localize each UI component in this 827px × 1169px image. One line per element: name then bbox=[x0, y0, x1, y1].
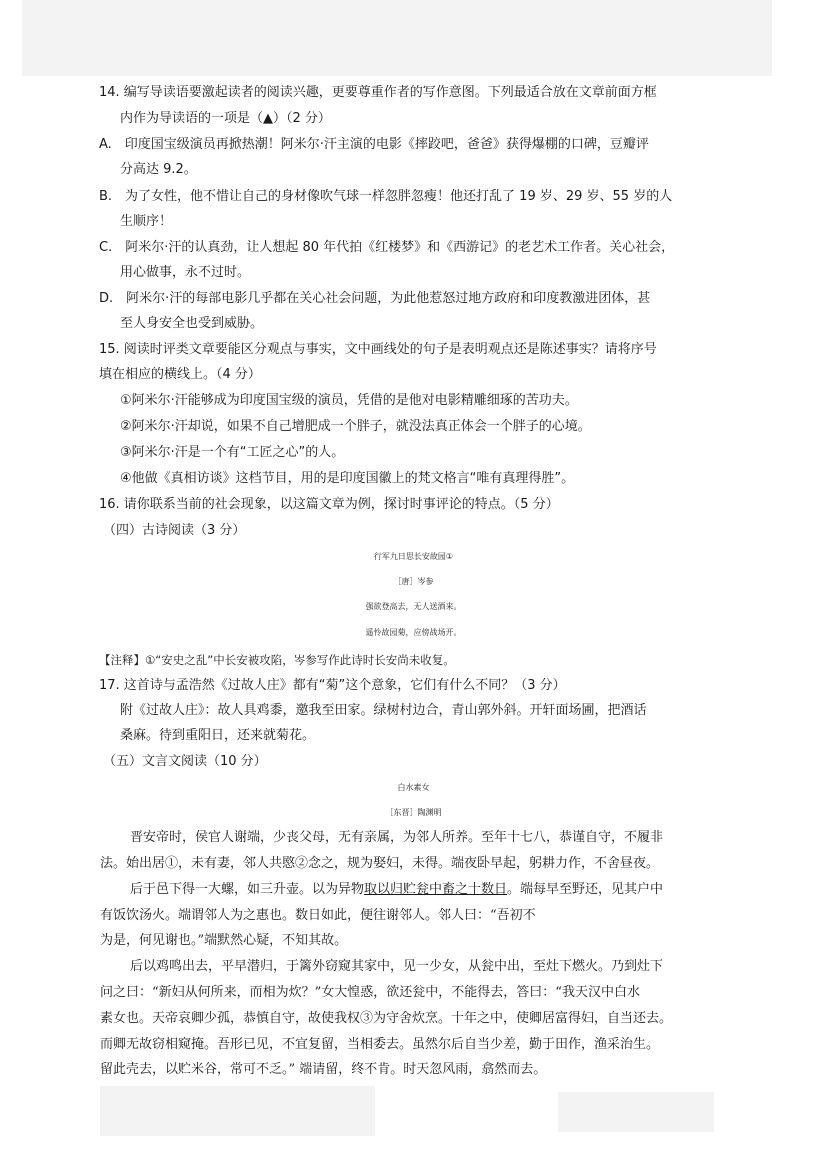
prose-p2-text-post: 。端每早至野还，见其户中 bbox=[507, 882, 664, 897]
q14-option-b: B. 为了女性，他不惜让自己的身材像吹气球一样忽胖忽瘦！他还打乱了 19 岁、29 岁、55 岁的人 bbox=[99, 189, 673, 204]
prose-p2-text-pre: 后于邑下得一大螺，如三升壶。以为异物 bbox=[130, 882, 365, 897]
poem-title: 行军九日思长安故园① bbox=[373, 552, 454, 561]
q16-stem: 16. 请你联系当前的社会现象，以这篇文章为例，探讨时事评论的特点。（5 分） bbox=[99, 497, 559, 512]
prose-p2-line3: 为是，何见谢也。”端默然心疑，不知其故。 bbox=[100, 933, 348, 948]
q14-option-b-cont: 生顺序！ bbox=[120, 214, 173, 229]
q17-stem: 17. 这首诗与孟浩然《过故人庄》都有“菊”这个意象，它们有什么不同？（3 分） bbox=[99, 678, 566, 693]
prose-title: 白水素女 bbox=[397, 783, 430, 792]
section-4-heading: （四）古诗阅读（3 分） bbox=[103, 523, 246, 538]
q17-appendix-line1: 附《过故人庄》：故人具鸡黍，邀我至田家。绿树村边合，青山郭外斜。开轩面场圃，把酒话 bbox=[120, 703, 647, 718]
poem-line-1: 强欲登高去，无人送酒来。 bbox=[365, 602, 462, 611]
poem-note: 【注释】①“安史之乱”中长安被攻陷，岑参写作此诗时长安尚未收复。 bbox=[99, 653, 455, 667]
prose-p2-line2: 有饭饮汤火。端谓邻人为之惠也。数日如此，便往谢邻人。邻人曰：“吾初不 bbox=[100, 908, 536, 923]
q14-option-c: C. 阿米尔·汗的认真劲，让人想起 80 年代拍《红楼梦》和《西游记》的老艺术工作者。关心社会， bbox=[99, 240, 675, 255]
q15-sentence-1: ①阿米尔·汗能够成为印度国宝级的演员，凭借的是他对电影精雕细琢的苦功夫。 bbox=[120, 393, 578, 408]
q14-option-a-cont: 分高达 9.2。 bbox=[120, 162, 197, 177]
header-mask bbox=[22, 0, 772, 76]
prose-p3-line5: 留此壳去，以贮米谷，常可不乏。” 端请留，终不肯。时天忽风雨，翕然而去。 bbox=[100, 1062, 547, 1077]
q14-option-c-cont: 用心做事，永不过时。 bbox=[120, 265, 251, 280]
section-5-heading: （五）文言文阅读（10 分） bbox=[103, 754, 267, 769]
q15-stem-line1: 15. 阅读时评类文章要能区分观点与事实，文中画线处的句子是表明观点还是陈述事实？请将序号 bbox=[99, 342, 657, 357]
prose-p3-line1: 后以鸡鸣出去，平早潜归，于篱外窃窥其家中，见一少女，从瓮中出，至灶下燃火。乃到灶下 bbox=[130, 959, 664, 974]
q15-sentence-4: ④他做《真相访谈》这档节目，用的是印度国徽上的梵文格言“唯有真理得胜”。 bbox=[120, 471, 575, 486]
prose-p3-line2: 问之曰：“新妇从何所来，而相为炊？”女大惶惑，欲还瓮中，不能得去，答曰：“我天汉中白水 bbox=[100, 985, 640, 1000]
q14-option-d-cont: 至人身安全也受到威胁。 bbox=[120, 316, 264, 331]
q14-stem-line1: 14. 编写导读语要激起读者的阅读兴趣，更要尊重作者的写作意图。下列最适合放在文章前面方框 bbox=[99, 85, 657, 100]
footer-mask-right bbox=[558, 1092, 714, 1132]
prose-p1-line2: 法。始出居①，未有妻，邻人共愍②念之，规为娶妇，未得。端夜卧早起，躬耕力作，不舍昼夜。 bbox=[100, 856, 660, 871]
prose-p3-line3: 素女也。天帝哀卿少孤，恭慎自守，故使我权③为守舍炊烹。十年之中，使卿居富得妇，自当还去。 bbox=[100, 1011, 673, 1026]
q15-stem-line2: 填在相应的横线上。（4 分） bbox=[99, 367, 261, 382]
prose-p1-line1: 晋安帝时，侯官人谢端，少丧父母，无有亲属，为邻人所养。至年十七八，恭谨自守，不履非 bbox=[130, 830, 664, 845]
q14-option-a: A. 印度国宝级演员再掀热潮！阿米尔·汗主演的电影《摔跤吧，爸爸》获得爆棚的口碑，豆瓣评 bbox=[99, 137, 649, 152]
poem-author: ［唐］岑参 bbox=[393, 577, 434, 586]
q14-option-d: D. 阿米尔·汗的每部电影几乎都在关心社会问题，为此他惹怒过地方政府和印度教激进团体，甚 bbox=[99, 291, 651, 306]
prose-author: ［东晋］陶渊明 bbox=[385, 808, 442, 817]
q17-appendix-line2: 桑麻。待到重阳日，还来就菊花。 bbox=[120, 728, 316, 743]
footer-mask-left bbox=[100, 1086, 375, 1136]
q15-sentence-2: ②阿米尔·汗却说，如果不自己增肥成一个胖子，就没法真正体会一个胖子的心境。 bbox=[120, 419, 591, 434]
prose-p3-line4: 而卿无故窃相窥掩。吾形已见，不宜复留，当相委去。虽然尔后自当少差，勤于田作，渔采治生。 bbox=[100, 1037, 660, 1052]
poem-line-2: 遥怜故园菊，应傍战场开。 bbox=[365, 628, 462, 637]
q14-stem-line2: 内作为导读语的一项是（▲）（2 分） bbox=[120, 111, 331, 126]
prose-underlined-sentence: 取以归贮瓮中畜之十数日 bbox=[364, 882, 508, 897]
prose-p2-line1 bbox=[130, 881, 663, 899]
q15-sentence-3: ③阿米尔·汗是一个有“工匠之心”的人。 bbox=[120, 445, 345, 460]
